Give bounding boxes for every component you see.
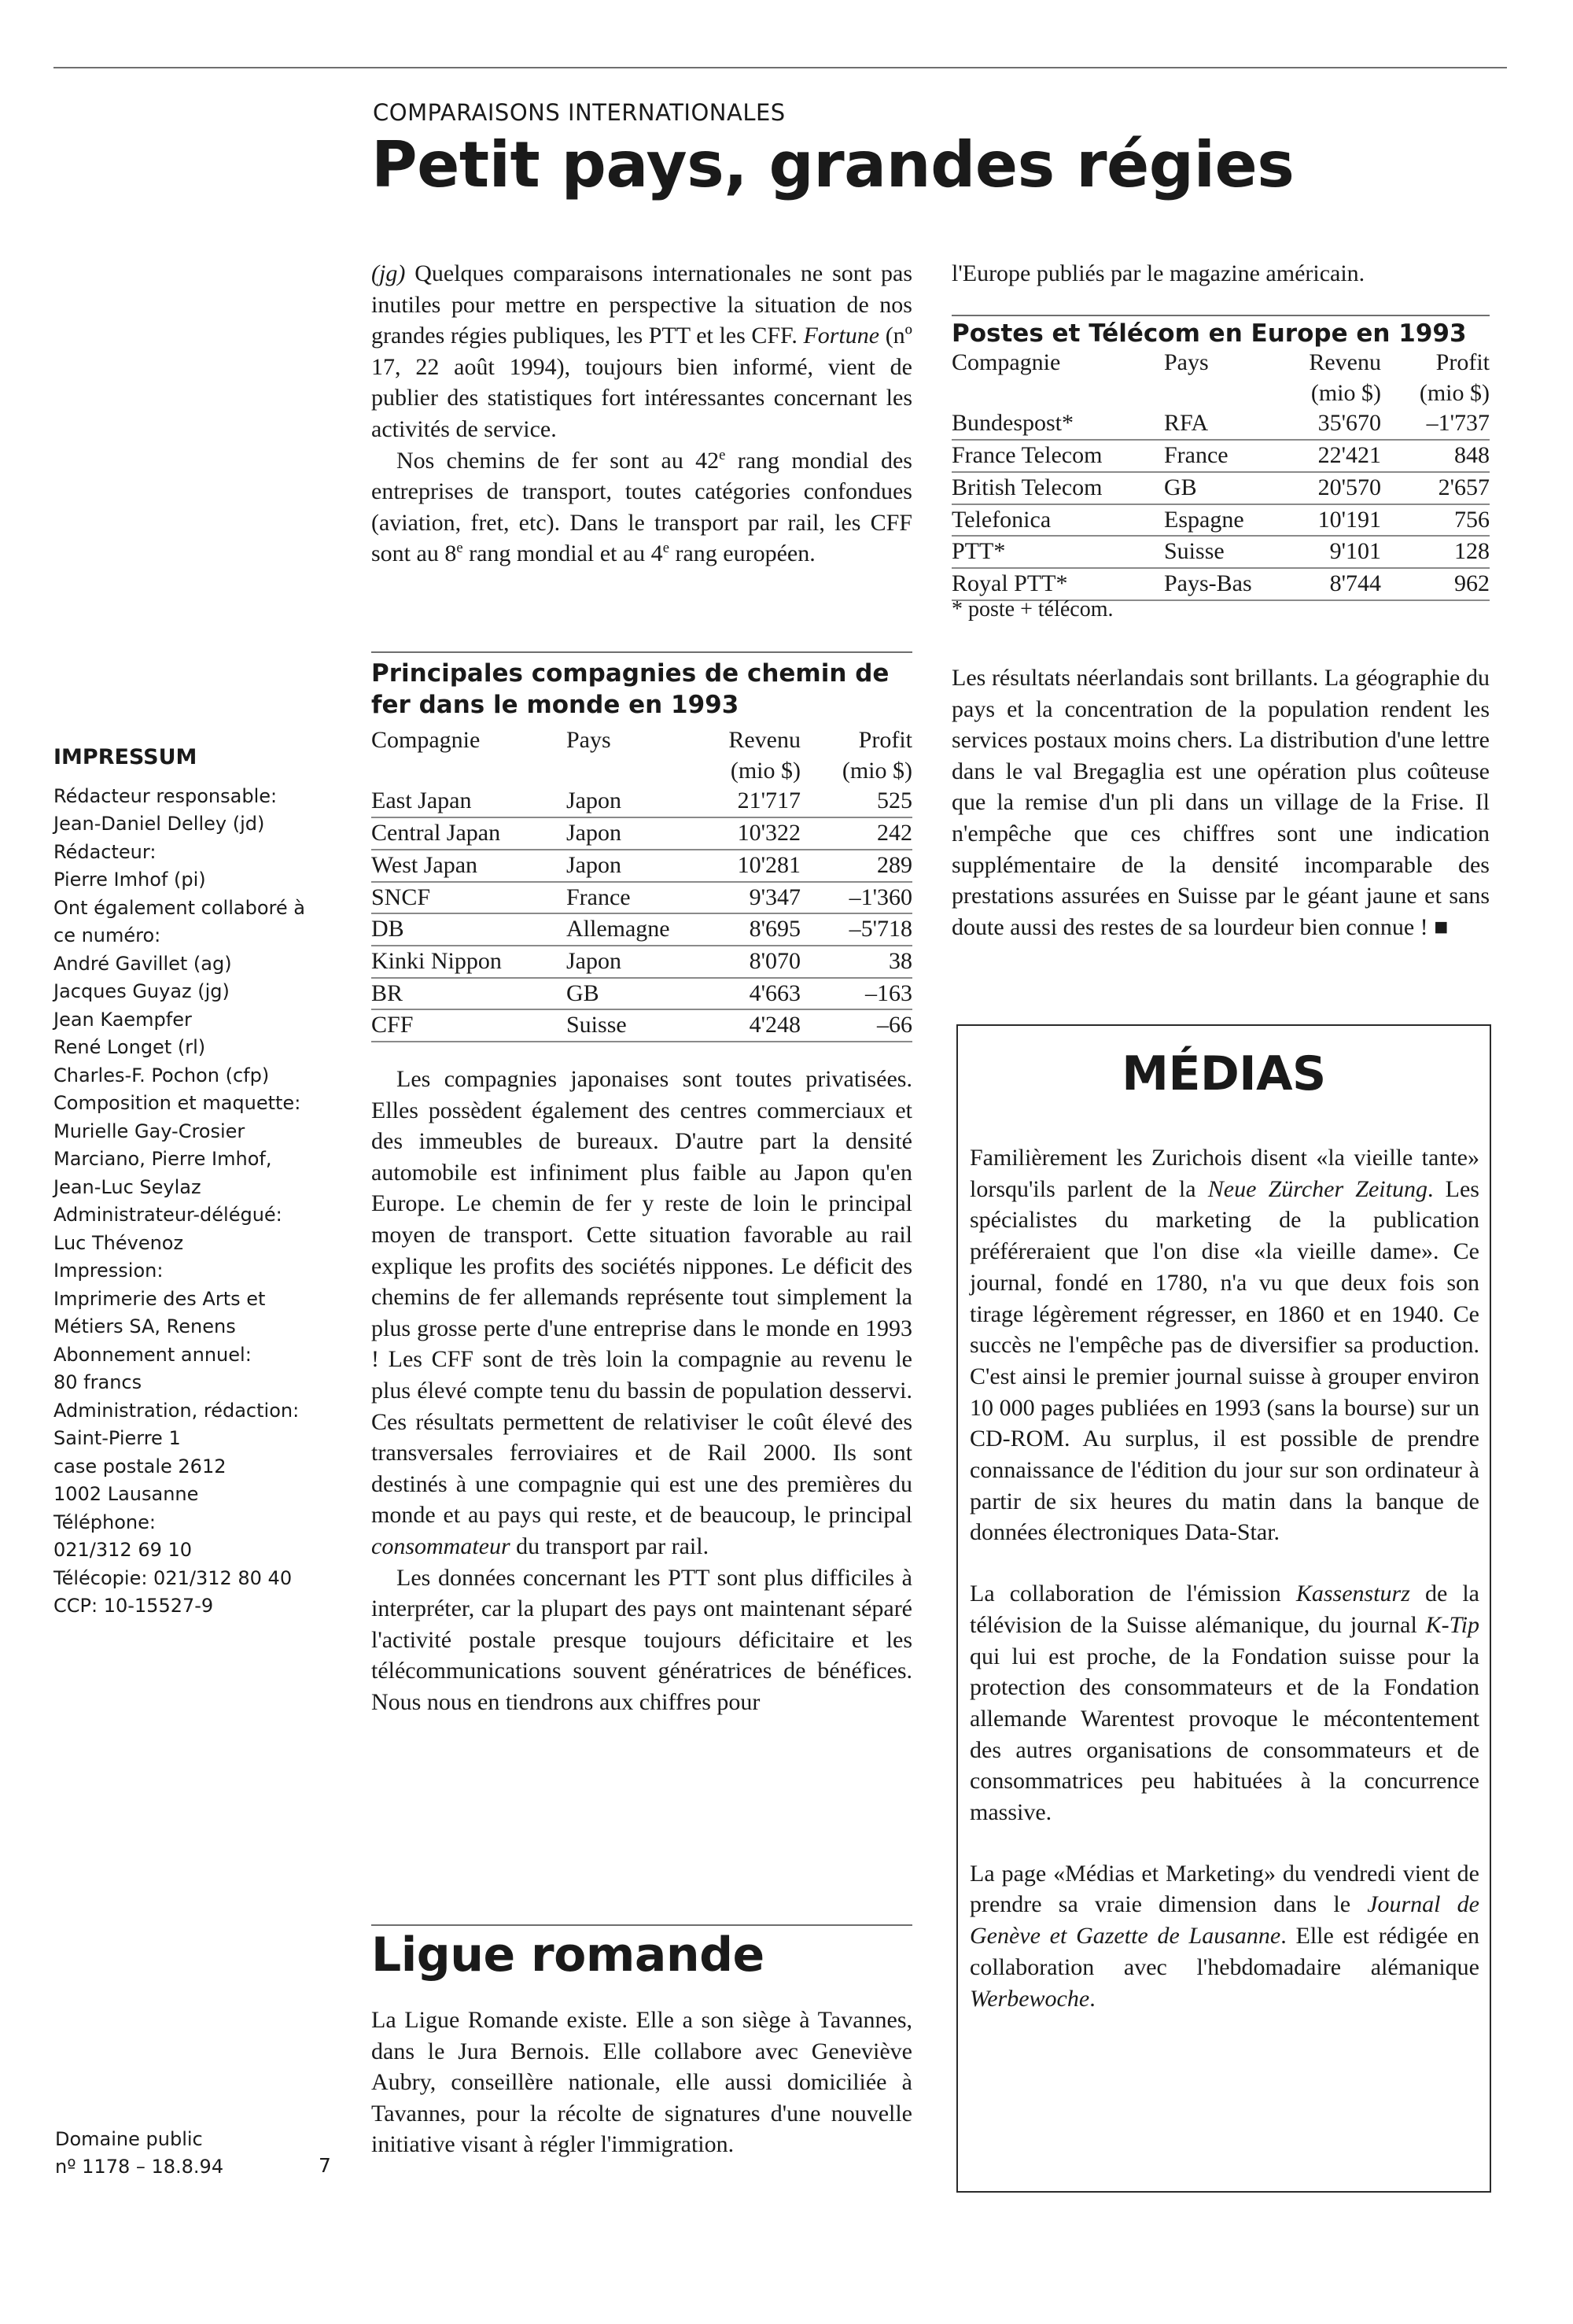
impressum-line: Administration, rédaction: bbox=[53, 1399, 300, 1422]
table-cell: France bbox=[1164, 440, 1271, 472]
table-row bbox=[371, 1009, 912, 1042]
column-unit: (mio $) bbox=[1419, 379, 1490, 406]
table-cell: Telefonica bbox=[952, 504, 1164, 537]
rail-table bbox=[371, 725, 912, 1042]
table-cell: GB bbox=[1164, 472, 1271, 504]
column-unit: (mio $) bbox=[842, 757, 912, 784]
table-cell: 8'070 bbox=[686, 946, 801, 978]
postal-table-top-rule bbox=[952, 315, 1490, 316]
impressum-line: Charles-F. Pochon (cfp) bbox=[53, 1064, 270, 1086]
impressum-line: Luc Thévenoz bbox=[53, 1231, 184, 1254]
table-cell: France bbox=[566, 882, 686, 914]
table-cell: 242 bbox=[801, 817, 912, 850]
table-cell: 9'101 bbox=[1271, 536, 1381, 568]
table-cell: Espagne bbox=[1164, 504, 1271, 537]
table-cell: Central Japan bbox=[371, 817, 566, 850]
table-cell: Japon bbox=[566, 946, 686, 978]
postal-table-title: Postes et Télécom en Europe en 1993 bbox=[952, 319, 1467, 348]
issue-info: nº 1178 – 18.8.94 bbox=[55, 2156, 224, 2178]
medias-paragraph: Familièrement les Zurichois disent «la vieille tante» lorsqu'ils parlent de la Neue Zürcher Zeitung. Les spécialistes du marketing de la publication préféreraient que l'on dise «la vieille dame». Ce journal, fondé en 1780, n'a vu que deux fois son tirage légèrement régresser, en 1860 et en 1940. Ce succès ne l'empêche pas de diversifier sa production. C'est ainsi le premier journal suisse à grouper environ 10 000 pages publiées en 1993 (sans la bourse) sur un CD-ROM. Au surplus, il est possible de prendre connaissance de l'édition du jour sur son ordinateur à partir de six heures du matin dans la banque de données électroniques Data-Star. bbox=[970, 1145, 1479, 1546]
medias-paragraph: La page «Médias et Marketing» du vendredi vient de prendre sa vraie dimension dans le Journal de Genève et Gazette de Lausanne. Elle est rédigée en collaboration avec l'hebdomadaire alémanique Werbewoche. bbox=[970, 1860, 1479, 2012]
publication-name: Domaine public bbox=[55, 2128, 203, 2150]
table-cell: –66 bbox=[801, 1009, 912, 1042]
table-cell: Suisse bbox=[566, 1009, 686, 1042]
section-overline: COMPARAISONS INTERNATIONALES bbox=[373, 99, 786, 126]
footer bbox=[55, 2126, 223, 2181]
table-cell: British Telecom bbox=[952, 472, 1164, 504]
table-cell: RFA bbox=[1164, 408, 1271, 440]
table-cell: Japon bbox=[566, 850, 686, 882]
impressum-title: IMPRESSUM bbox=[53, 745, 197, 769]
table-subheader-row bbox=[371, 756, 912, 787]
impressum-line: Jean-Daniel Delley (jd) bbox=[53, 813, 265, 835]
impressum-line: Imprimerie des Arts et bbox=[53, 1287, 266, 1310]
ligue-text: La Ligue Romande existe. Elle a son siège à Tavannes, dans le Jura Bernois. Elle collabore avec Geneviève Aubry, conseillère nationale, elle aussi domiciliée à Tavannes, pour la récolte de signatures d'une nouvelle initiative visant à régler l'immigration. bbox=[371, 2007, 912, 2158]
table-row bbox=[371, 882, 912, 914]
table-cell: Japon bbox=[566, 817, 686, 850]
table-footnote: * poste + télécom. bbox=[952, 597, 1114, 622]
table-cell: PTT* bbox=[952, 536, 1164, 568]
table-cell: –1'360 bbox=[801, 882, 912, 914]
column-unit: (mio $) bbox=[730, 757, 801, 784]
impressum-line: Jacques Guyaz (jg) bbox=[53, 980, 230, 1002]
table-cell: 4'248 bbox=[686, 1009, 801, 1042]
column-header: Pays bbox=[1164, 349, 1209, 375]
table-cell: 8'744 bbox=[1271, 568, 1381, 600]
impressum-line: Composition et maquette: bbox=[53, 1092, 301, 1114]
impressum-line: Impression: bbox=[53, 1260, 164, 1282]
medias-title: MÉDIAS bbox=[1122, 1046, 1326, 1101]
table-subheader-row bbox=[952, 378, 1490, 409]
magazine-name: Fortune bbox=[803, 323, 880, 349]
article-body bbox=[371, 1064, 912, 1717]
table-cell: 2'657 bbox=[1381, 472, 1490, 504]
column-header: Pays bbox=[566, 727, 611, 753]
impressum-line: Métiers SA, Renens bbox=[53, 1315, 236, 1337]
impressum bbox=[53, 743, 337, 1621]
table-cell: 962 bbox=[1381, 568, 1490, 600]
column-header: Compagnie bbox=[371, 727, 481, 753]
table-cell: Royal PTT* bbox=[952, 568, 1164, 600]
table-cell: Kinki Nippon bbox=[371, 946, 566, 978]
table-cell: 525 bbox=[801, 786, 912, 817]
table-cell: Japon bbox=[566, 786, 686, 817]
impressum-line: René Longet (rl) bbox=[53, 1036, 206, 1058]
article-conclusion: Les résultats néerlandais sont brillants. La géographie du pays et la concentration de la population rendent les services postaux moins chers. La distribution d'une lettre dans le val Bregaglia est une opération plus coûteuse que la remise d'un pli dans un village de la Frise. Il n'empêche que ces chiffres sont une indication supplémentaire de la densité incomparable des prestations assurées en Suisse par le géant jaune et sans doute aussi des restes de sa lourdeur bien connue ! ■ bbox=[952, 665, 1490, 940]
medias-paragraph: La collaboration de l'émission Kassensturz de la télévision de la Suisse alémanique, du journal K-Tip qui lui est proche, de la Fondation suisse pour la protection des consommateurs et de la Fondation allemande Warentest provoque le mécontentement des autres organisations de consommateurs et de consommatrices peu habituées à la concurrence massive. bbox=[970, 1581, 1479, 1826]
table-row bbox=[371, 978, 912, 1010]
table-cell: –163 bbox=[801, 978, 912, 1010]
article-paragraph: Nos chemins de fer sont au 42e rang mondial des entreprises de transport, toutes catégories confondues (aviation, fret, etc). Dans le transport par rail, les CFF sont au 8e rang mondial et au 4e rang européen. bbox=[371, 446, 912, 567]
article-paragraph: Les données concernant les PTT sont plus difficiles à interpréter, car la plupart des pays ont maintenant séparé l'activité postale presque toujours déficitaire et les télécommunications souvent génératrices de bénéfices. Nous nous en tiendrons aux chiffres pour bbox=[371, 1564, 912, 1715]
table-cell: Allemagne bbox=[566, 913, 686, 946]
table-row bbox=[371, 817, 912, 850]
impressum-line: Jean Kaempfer bbox=[53, 1008, 192, 1031]
table-cell: 21'717 bbox=[686, 786, 801, 817]
table-cell: 9'347 bbox=[686, 882, 801, 914]
column-header: Compagnie bbox=[952, 349, 1061, 375]
table-cell: 38 bbox=[801, 946, 912, 978]
table-row bbox=[952, 536, 1490, 568]
impressum-line: Administrateur-délégué: bbox=[53, 1204, 282, 1226]
table-row bbox=[371, 850, 912, 882]
table-cell: 10'281 bbox=[686, 850, 801, 882]
table-cell: CFF bbox=[371, 1009, 566, 1042]
table-cell: 4'663 bbox=[686, 978, 801, 1010]
table-cell: –1'737 bbox=[1381, 408, 1490, 440]
column-header: Profit bbox=[1435, 349, 1490, 375]
table-cell: 848 bbox=[1381, 440, 1490, 472]
impressum-line: Marciano, Pierre Imhof, bbox=[53, 1148, 272, 1170]
impressum-line: Jean-Luc Seylaz bbox=[53, 1175, 201, 1198]
article-paragraph: (jg) Quelques comparaisons internationales ne sont pas inutiles pour mettre en perspective la situation de nos grandes régies publiques, les PTT et les CFF. Fortune (nº 17, 22 août 1994), toujours bien informé, vient de publier des statistiques fort intéressantes concernant les activités de service. bbox=[371, 260, 912, 442]
impressum-line: Rédacteur responsable: bbox=[53, 784, 278, 807]
impressum-line: André Gavillet (ag) bbox=[53, 952, 232, 975]
end-mark: ■ bbox=[1434, 913, 1449, 940]
table-cell: Bundespost* bbox=[952, 408, 1164, 440]
table-cell: GB bbox=[566, 978, 686, 1010]
table-row bbox=[371, 913, 912, 946]
table-header-row bbox=[371, 725, 912, 756]
column-header: Revenu bbox=[1309, 349, 1381, 375]
medias-text bbox=[970, 1142, 1479, 2014]
rail-table-top-rule bbox=[371, 651, 912, 653]
postal-table bbox=[952, 348, 1490, 601]
table-cell: East Japan bbox=[371, 786, 566, 817]
table-row bbox=[952, 472, 1490, 504]
table-cell: 10'191 bbox=[1271, 504, 1381, 537]
article-continuation: l'Europe publiés par le magazine américain. bbox=[952, 260, 1365, 286]
table-row bbox=[952, 504, 1490, 537]
article-paragraph: Les compagnies japonaises sont toutes privatisées. Elles possèdent également des centres commerciaux et des immeubles de bureaux. D'autre part la densité automobile est infiniment plus faible au Japon qu'en Europe. Le chemin de fer y reste de loin le principal moyen de transport. Cette situation favorable au rail explique les profits des sociétés nippones. Le déficit des chemins de fer allemands représente tout simplement la plus grosse perte d'une entreprise dans le monde en 1993 ! Les CFF sont de très loin la compagnie au revenu le plus élevé compte tenu du bassin de population desservi. Ces résultats permettent de relativiser le coût élevé des transversales ferroviaires et de Rail 2000. Ils sont destinés à une compagnie qui est une des premières du monde et au pays qui reste, et de beaucoup, le principal consommateur du transport par rail. bbox=[371, 1066, 912, 1559]
table-row bbox=[952, 568, 1490, 600]
impressum-line: Saint-Pierre 1 bbox=[53, 1427, 181, 1449]
impressum-line: Abonnement annuel: bbox=[53, 1343, 252, 1366]
table-header-row bbox=[952, 348, 1490, 378]
impressum-line: CCP: 10-15527-9 bbox=[53, 1595, 214, 1617]
table-cell: 128 bbox=[1381, 536, 1490, 568]
table-cell: 8'695 bbox=[686, 913, 801, 946]
section-title: Ligue romande bbox=[371, 1927, 764, 1983]
page-number: 7 bbox=[319, 2154, 331, 2177]
table-cell: 756 bbox=[1381, 504, 1490, 537]
table-row bbox=[952, 408, 1490, 440]
table-cell: DB bbox=[371, 913, 566, 946]
impressum-line: case postale 2612 bbox=[53, 1455, 227, 1477]
impressum-line: ce numéro: bbox=[53, 924, 161, 946]
column-header: Profit bbox=[858, 727, 912, 753]
table-cell: 22'421 bbox=[1271, 440, 1381, 472]
table-cell: –5'718 bbox=[801, 913, 912, 946]
section-rule bbox=[371, 1924, 912, 1926]
table-cell: SNCF bbox=[371, 882, 566, 914]
table-cell: West Japan bbox=[371, 850, 566, 882]
column-unit: (mio $) bbox=[1310, 379, 1381, 406]
impressum-line: Téléphone: bbox=[53, 1511, 156, 1533]
article-intro bbox=[371, 258, 912, 570]
impressum-line: Rédacteur: bbox=[53, 840, 157, 863]
table-cell: France Telecom bbox=[952, 440, 1164, 472]
impressum-line: 1002 Lausanne bbox=[53, 1483, 199, 1505]
impressum-line: Pierre Imhof (pi) bbox=[53, 869, 206, 891]
page-title: Petit pays, grandes régies bbox=[371, 128, 1295, 201]
top-rule bbox=[53, 67, 1507, 68]
column-header: Revenu bbox=[728, 727, 801, 753]
table-cell: 20'570 bbox=[1271, 472, 1381, 504]
rail-table-title: Principales compagnies de chemin de fer dans le monde en 1993 bbox=[371, 659, 890, 719]
table-cell: Pays-Bas bbox=[1164, 568, 1271, 600]
table-row bbox=[371, 786, 912, 817]
impressum-line: Télécopie: 021/312 80 40 bbox=[53, 1566, 293, 1589]
impressum-line: Murielle Gay-Crosier bbox=[53, 1120, 245, 1142]
table-row bbox=[371, 946, 912, 978]
impressum-line: 021/312 69 10 bbox=[53, 1539, 193, 1561]
table-cell: BR bbox=[371, 978, 566, 1010]
table-cell: 10'322 bbox=[686, 817, 801, 850]
table-cell: 35'670 bbox=[1271, 408, 1381, 440]
impressum-line: 80 francs bbox=[53, 1371, 142, 1393]
author-initials: (jg) bbox=[371, 260, 406, 286]
table-cell: 289 bbox=[801, 850, 912, 882]
table-row bbox=[952, 440, 1490, 472]
impressum-line: Ont également collaboré à bbox=[53, 896, 305, 919]
table-cell: Suisse bbox=[1164, 536, 1271, 568]
